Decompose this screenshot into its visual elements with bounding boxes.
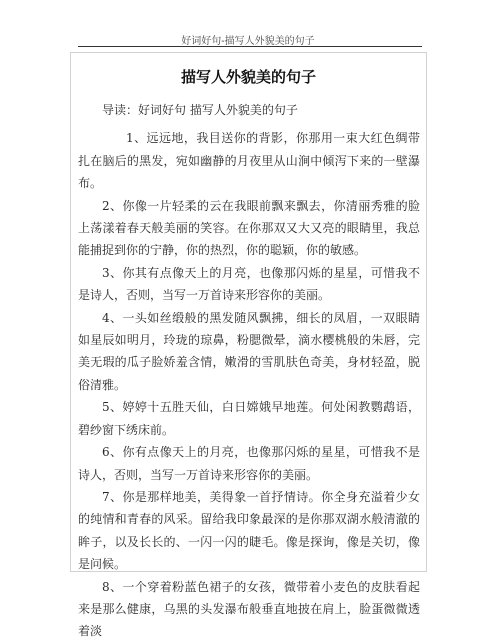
- running-header: 好词好句-描写人外貌美的句子: [181, 36, 315, 47]
- paragraph-1: 1、远远地，我目送你的背影，你那用一束大红色绸带扎在脑后的黑发，宛如幽静的月夜里从山涧中倾泻下来的一壁瀑布。: [78, 131, 420, 191]
- article-body: [78, 99, 420, 643]
- page-title: 描写人外貌美的句子: [180, 68, 316, 86]
- paragraph-5: 5、婷婷十五胜天仙，白日嫦娥早地莲。何处闲教鹦鹉语，碧纱窗下绣床前。: [78, 400, 420, 437]
- paragraph-4: 4、一头如丝缎般的黑发随风飘拂，细长的凤眉，一双眼睛如星辰如明月，玲珑的琼鼻，粉腮微晕，滴水樱桃般的朱唇，完美无瑕的瓜子脸娇羞含情，嫩滑的雪肌肤色奇美，身材轻盈，脱俗清雅。: [78, 310, 420, 392]
- paragraph-8: 8、一个穿着粉蓝色裙子的女孩，微带着小麦色的皮肤看起来是那么健康，乌黑的头发瀑布般垂直地披在肩上，脸蛋微微透着淡: [78, 579, 420, 639]
- header-rule: [78, 46, 422, 47]
- paragraph-6: 6、你有点像天上的月亮，也像那闪烁的星星，可惜我不是诗人，否则，当写一万首诗来形容你的美丽。: [78, 445, 420, 482]
- paragraph-7: 7、你是那样地美，美得象一首抒情诗。你全身充溢着少女的纯情和青春的风采。留给我印象最深的是你那双湖水般清澈的眸子，以及长长的、一闪一闪的睫毛。像是探询，像是关切，像是问候。: [78, 489, 420, 572]
- paragraph-2: 2、你像一片轻柔的云在我眼前飘来飘去，你清丽秀雅的脸上荡漾着春天般美丽的笑容。在你那双又大又亮的眼睛里，我总能捕捉到你的宁静，你的热烈，你的聪颖，你的敏感。: [78, 198, 420, 258]
- paragraph-3: 3、你其有点像天上的月亮，也像那闪烁的星星，可惜我不是诗人，否则，当写一万首诗来形容你的美丽。: [78, 265, 420, 303]
- intro-paragraph: 导读：好词好句 描写人外貌美的句子: [102, 103, 298, 117]
